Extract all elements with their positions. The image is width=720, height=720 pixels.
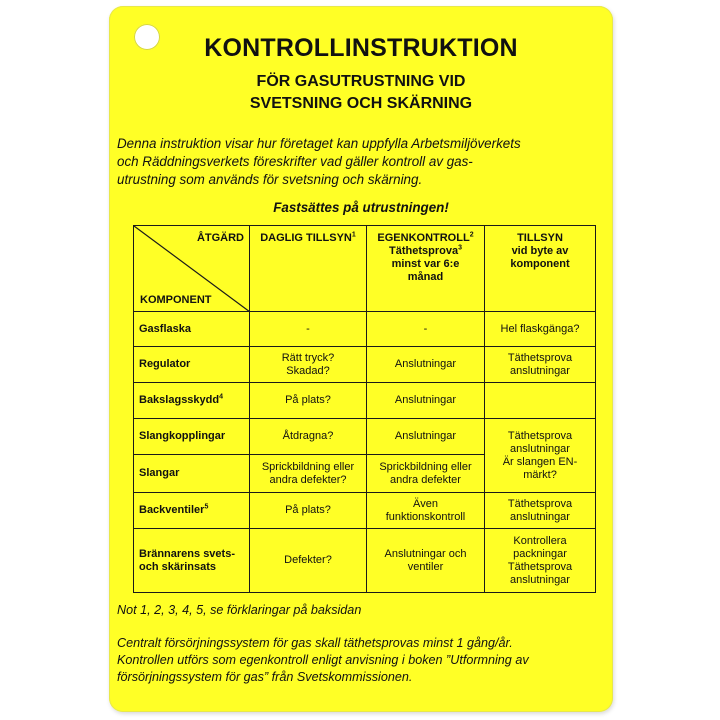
daily-cell: Sprickbildning eller andra defekter? — [250, 455, 367, 493]
control-table — [133, 225, 596, 593]
component-cell: Regulator — [134, 347, 250, 383]
footer-line3: försörjningssystem för gas” från Svetskommissionen. — [117, 670, 413, 684]
header-inspection-on-change: TILLSYN vid byte av komponent — [485, 226, 596, 312]
self-check-cell: Anslutningar — [367, 419, 485, 455]
daily-cell: På plats? — [250, 493, 367, 529]
corner-label-component: KOMPONENT — [140, 294, 212, 306]
component-cell: Backventiler$^5$ — [134, 493, 250, 529]
daily-cell: Rätt tryck? Skadad? — [250, 347, 367, 383]
table-row — [134, 347, 596, 383]
table-row — [134, 419, 596, 455]
daily-cell: Defekter? — [250, 529, 367, 593]
header-self-check: EGENKONTROLL$^2$ Täthetsprova$^3$ minst var 6:e månad — [367, 226, 485, 312]
table-row — [134, 312, 596, 347]
self-check-cell: Även funktionskontroll — [367, 493, 485, 529]
change-cell: Kontrollera packningar Täthetsprova anslutningar — [485, 529, 596, 593]
self-check-cell: Anslutningar — [367, 347, 485, 383]
footer-line1: Centralt försörjningssystem för gas skall täthetsprovas minst 1 gång/år. — [117, 636, 513, 650]
intro-line3: utrustning som används för svetsning och skärning. — [117, 172, 423, 187]
daily-cell: På plats? — [250, 383, 367, 419]
footnote-reference: Not 1, 2, 3, 4, 5, se förklaringar på baksidan — [117, 603, 362, 617]
corner-label-action: ÅTGÄRD — [196, 232, 244, 244]
change-cell: Täthetsprova anslutningar — [485, 493, 596, 529]
component-cell: Brännarens svets- och skärinsats — [134, 529, 250, 593]
footer-line2: Kontrollen utförs som egenkontroll enligt anvisning i boken ”Utformning av — [117, 653, 529, 667]
daily-cell: Åtdragna? — [250, 419, 367, 455]
intro-line2: och Räddningsverkets föreskrifter vad gäller kontroll av gas- — [117, 154, 473, 169]
instruction-card — [109, 6, 613, 712]
table-row — [134, 529, 596, 593]
component-cell: Gasflaska — [134, 312, 250, 347]
card-subtitle-line1: FÖR GASUTRUSTNING VID — [256, 73, 466, 90]
change-cell — [485, 383, 596, 419]
component-cell: Bakslagsskydd$^4$ — [134, 383, 250, 419]
card-title: KONTROLLINSTRUKTION — [204, 34, 518, 62]
self-check-cell: - — [367, 312, 485, 347]
intro-line1: Denna instruktion visar hur företaget kan uppfylla Arbetsmiljöverkets — [117, 136, 521, 151]
fasten-note: Fastsättes på utrustningen! — [273, 200, 449, 215]
change-cell: Täthetsprova anslutningar — [485, 347, 596, 383]
table-row — [134, 383, 596, 419]
component-cell: Slangkopplingar — [134, 419, 250, 455]
daily-cell: - — [250, 312, 367, 347]
corner-header-cell — [134, 226, 250, 312]
card-subtitle-line2: SVETSNING OCH SKÄRNING — [249, 95, 473, 112]
header-daily-inspection: DAGLIG TILLSYN$^1$ — [250, 226, 367, 312]
change-cell-merged: Täthetsprova anslutningar Är slangen EN- märkt? — [485, 419, 596, 493]
self-check-cell: Sprickbildning eller andra defekter — [367, 455, 485, 493]
table-header-row — [134, 226, 596, 312]
table-row — [134, 493, 596, 529]
change-cell: Hel flaskgänga? — [485, 312, 596, 347]
self-check-cell: Anslutningar — [367, 383, 485, 419]
self-check-cell: Anslutningar och ventiler — [367, 529, 485, 593]
component-cell: Slangar — [134, 455, 250, 493]
